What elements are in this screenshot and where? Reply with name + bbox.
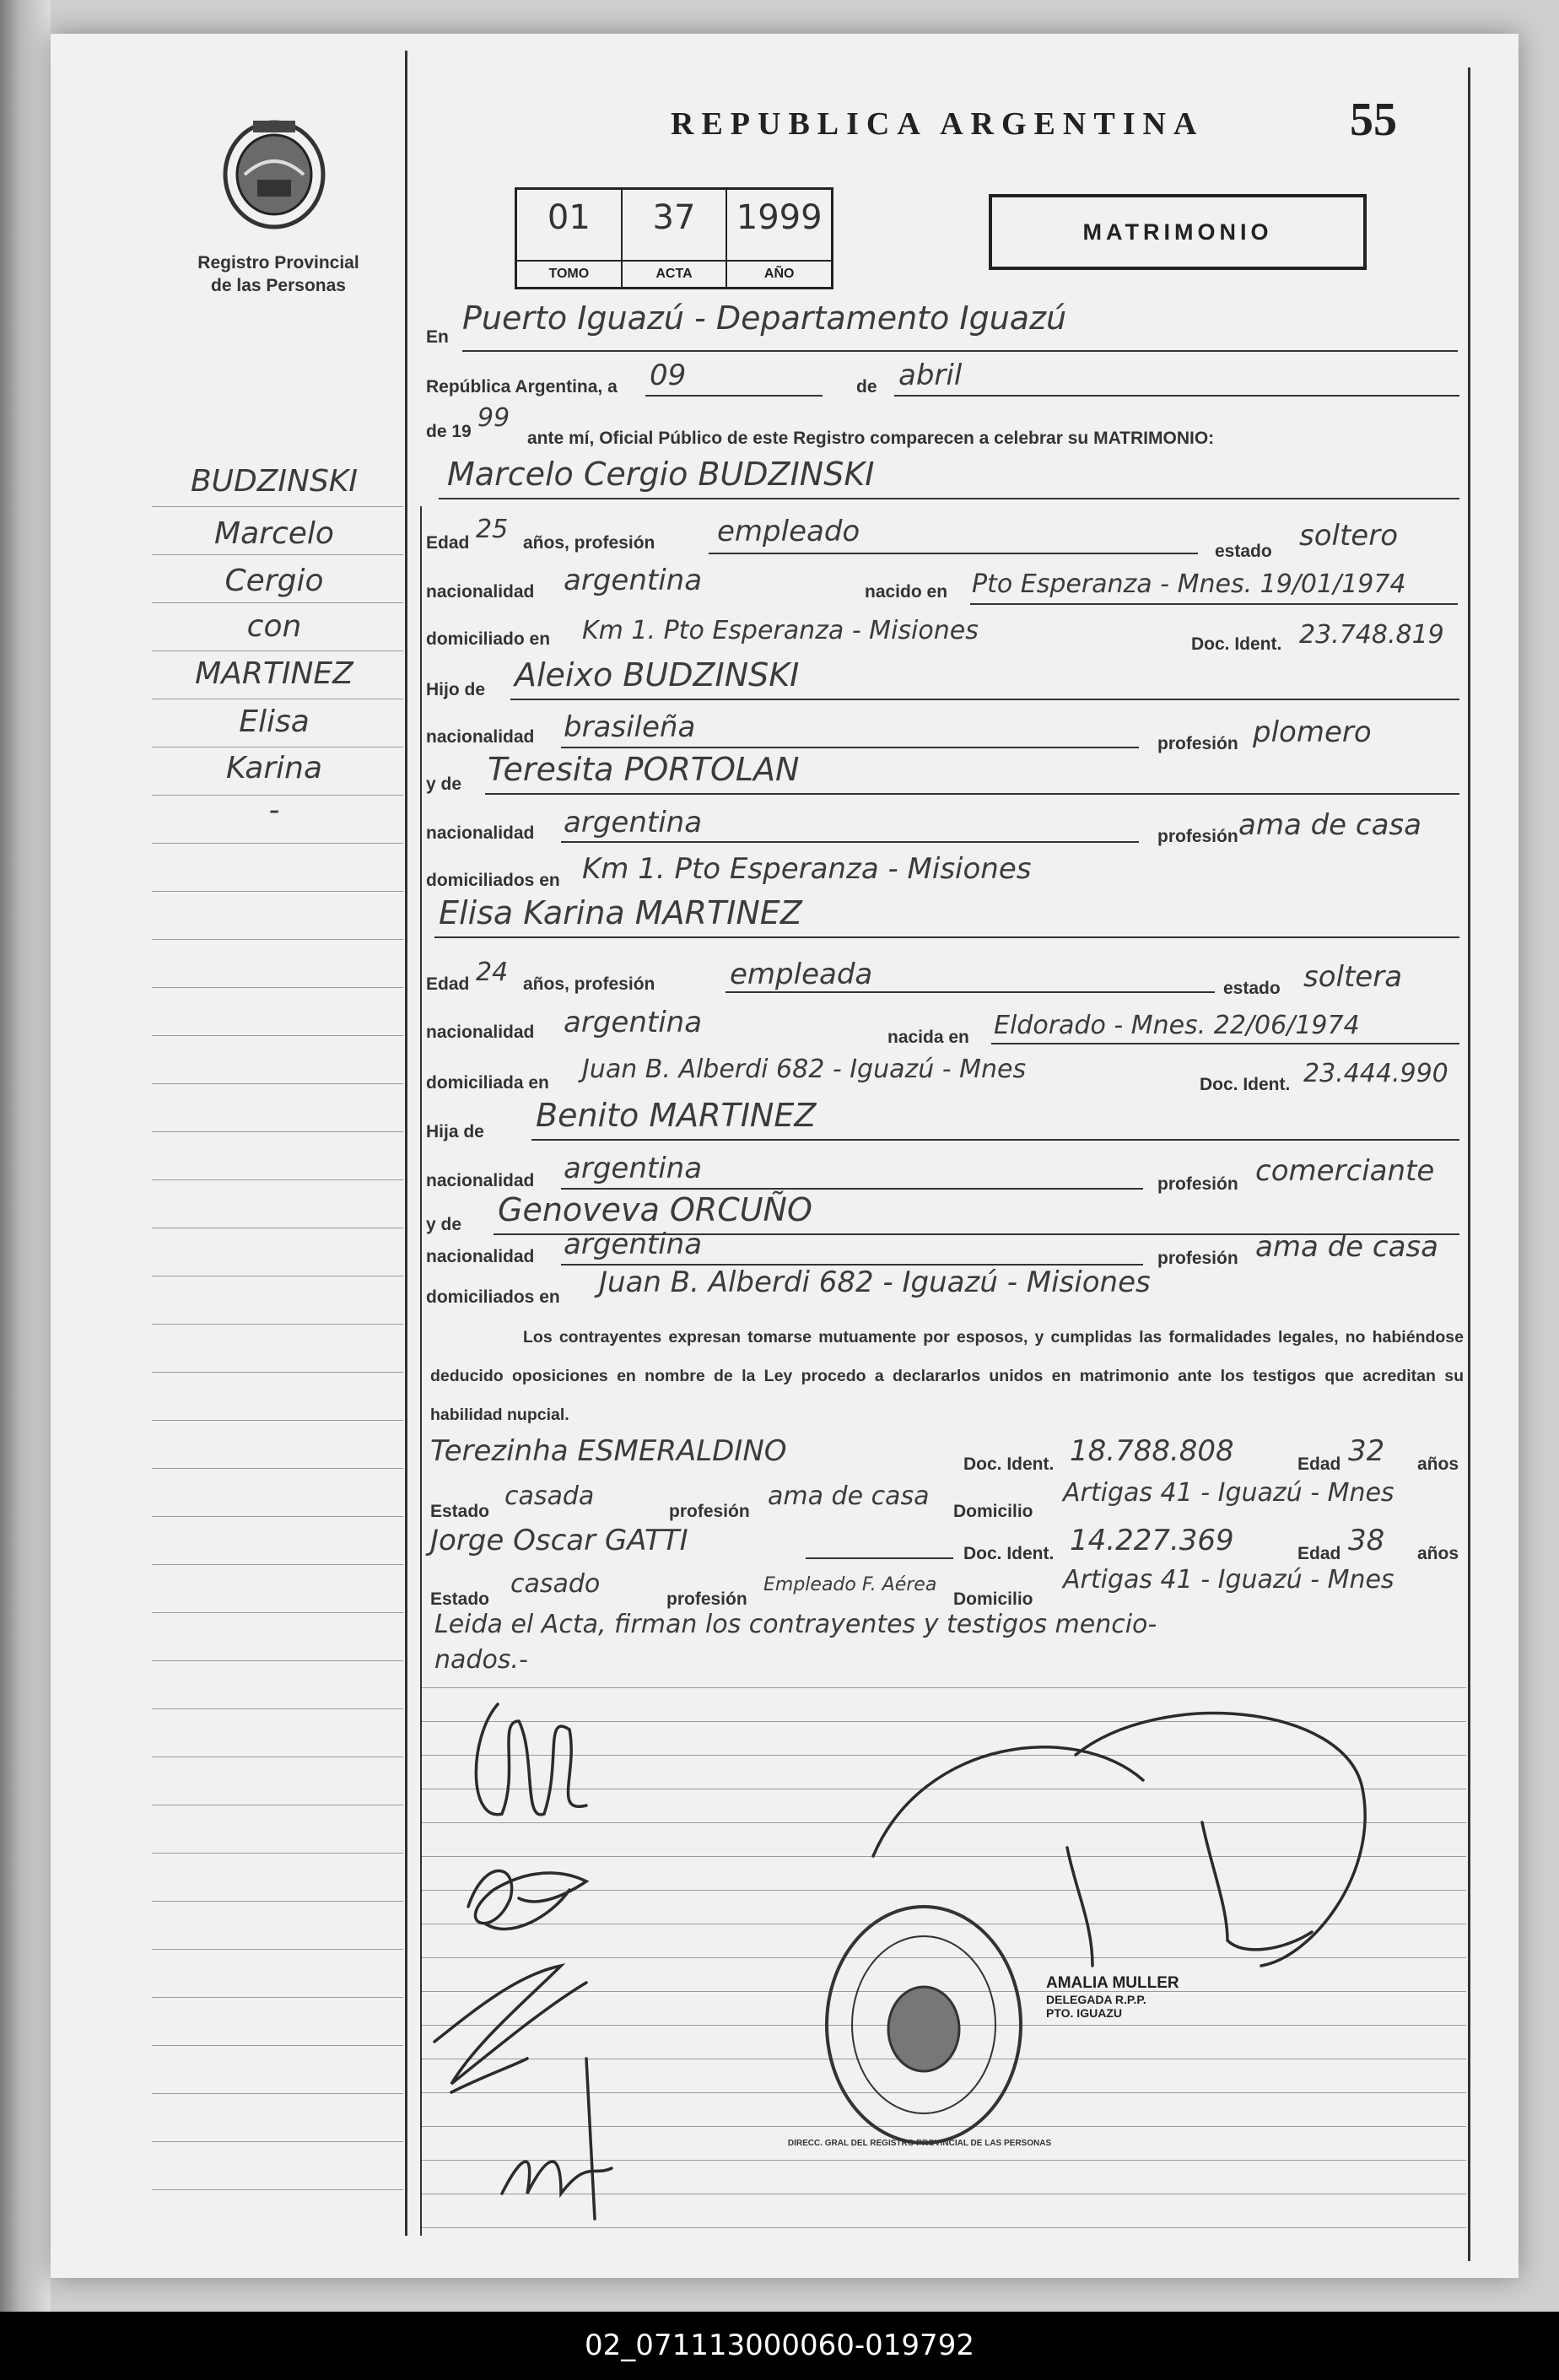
round-stamp bbox=[827, 1907, 1021, 2143]
bride-full-name: Elisa Karina MARTINEZ bbox=[439, 894, 802, 931]
witness2-domicilio-label: Domicilio bbox=[953, 1589, 1033, 1609]
groom-mother-line bbox=[485, 793, 1459, 795]
margin-given-2b: Karina bbox=[225, 751, 323, 785]
witness2-name-line bbox=[806, 1557, 953, 1559]
margin-ruled-line bbox=[152, 891, 403, 892]
margin-ruled-line bbox=[152, 1853, 403, 1854]
witness2-profesion-label: profesión bbox=[666, 1589, 747, 1609]
bride-profesion-line bbox=[726, 991, 1215, 993]
place-line bbox=[462, 350, 1458, 352]
groom-nacido-label: nacido en bbox=[865, 582, 948, 602]
groom-mother-nac-label: nacionalidad bbox=[426, 823, 535, 843]
witness1-edad: 32 bbox=[1348, 1434, 1385, 1468]
closing-line-1: Leida el Acta, firman los contrayentes y testigos mencio- bbox=[434, 1610, 1157, 1639]
margin-divider-line bbox=[405, 51, 407, 2236]
margin-ruled-line bbox=[152, 1516, 403, 1517]
witness1-domicilio-label: Domicilio bbox=[953, 1502, 1033, 1521]
groom-nacionalidad: argentina bbox=[564, 564, 703, 597]
bride-father-nac-label: nacionalidad bbox=[426, 1171, 535, 1190]
bride-doc: 23.444.990 bbox=[1303, 1059, 1448, 1088]
margin-ruled-line bbox=[152, 1997, 403, 1998]
groom-dom-label: domiciliado en bbox=[426, 629, 551, 649]
groom-mother-nac-line bbox=[561, 841, 1139, 843]
groom-mother: Teresita PORTOLAN bbox=[488, 751, 800, 788]
groom-father-nac-label: nacionalidad bbox=[426, 727, 535, 747]
content-right-line bbox=[1468, 67, 1470, 2261]
margin-ruled-line bbox=[152, 1708, 403, 1709]
signature-bride bbox=[468, 1871, 586, 1929]
margin-ruled-line bbox=[152, 1083, 403, 1084]
bride-mother-prof-label: profesión bbox=[1157, 1249, 1238, 1268]
tomo-cell bbox=[517, 190, 623, 287]
statement: ante mí, Oficial Público de este Registro comparecen a celebrar su MATRIMONIO: bbox=[527, 429, 1215, 448]
record-number-box bbox=[515, 187, 833, 289]
official-stamp-outline bbox=[873, 1747, 1143, 1856]
groom-father-line bbox=[510, 699, 1459, 700]
witness1-edad-label: Edad bbox=[1297, 1454, 1341, 1474]
bride-profesion: empleada bbox=[730, 958, 873, 991]
bride-father-prof-label: profesión bbox=[1157, 1174, 1238, 1194]
bride-anos-profesion-label: años, profesión bbox=[523, 974, 655, 994]
footer-filename: 02_071113000060-019792 bbox=[585, 2329, 974, 2362]
groom-edad: 25 bbox=[476, 515, 509, 544]
margin-ruled-line bbox=[152, 2093, 403, 2094]
margin-ruled-line bbox=[152, 1131, 403, 1132]
en-label: En bbox=[426, 327, 449, 347]
witness1-name: Terezinha ESMERALDINO bbox=[430, 1434, 787, 1468]
margin-ruled-line bbox=[152, 1420, 403, 1421]
margin-ruled-line bbox=[152, 1949, 403, 1950]
margin-ruled-line bbox=[152, 1564, 403, 1565]
bride-nacida-label: nacida en bbox=[887, 1028, 969, 1047]
groom-nacido: Pto Esperanza - Mnes. 19/01/1974 bbox=[972, 569, 1406, 599]
signature-witness2 bbox=[502, 2059, 612, 2219]
anio-cell bbox=[727, 190, 831, 287]
signatures bbox=[418, 1687, 1468, 2236]
official-name: AMALIA MULLER bbox=[1046, 1974, 1179, 1992]
bride-father-prof: comerciante bbox=[1255, 1154, 1435, 1188]
bride-mother-nac-label: nacionalidad bbox=[426, 1247, 535, 1266]
round-stamp-text: DIRECC. GRAL DEL REGISTRO PROVINCIAL DE LAS PERSONAS bbox=[787, 2139, 1052, 2148]
margin-ruled-line bbox=[152, 554, 403, 555]
groom-mother-prof: ama de casa bbox=[1238, 808, 1421, 842]
closing-line-2: nados.- bbox=[434, 1645, 528, 1675]
groom-estado-label: estado bbox=[1215, 542, 1272, 561]
bride-doc-label: Doc. Ident. bbox=[1200, 1075, 1291, 1094]
margin-ruled-line bbox=[152, 1372, 403, 1373]
groom-profesion-line bbox=[709, 553, 1198, 554]
witness2-anos-label: años bbox=[1417, 1544, 1459, 1563]
book-binding bbox=[0, 0, 51, 2312]
bride-parents-dom-label: domiciliados en bbox=[426, 1287, 560, 1307]
signature-witness1 bbox=[434, 1966, 586, 2092]
margin-ruled-line bbox=[152, 843, 403, 844]
margin-ruled-line bbox=[152, 2045, 403, 2046]
groom-father-prof: plomero bbox=[1253, 715, 1372, 749]
signature-official bbox=[1067, 1713, 1365, 1966]
margin-ruled-line bbox=[152, 1901, 403, 1902]
bride-father: Benito MARTINEZ bbox=[536, 1097, 817, 1134]
witness1-estado-label: Estado bbox=[430, 1502, 490, 1521]
margin-ruled-line bbox=[152, 506, 403, 507]
anio-label: AÑO bbox=[727, 260, 831, 287]
groom-name-line bbox=[439, 498, 1459, 499]
groom-hijo-label: Hijo de bbox=[426, 680, 486, 699]
bride-father-nac-line bbox=[561, 1188, 1143, 1190]
bride-domicilio: Juan B. Alberdi 682 - Iguazú - Mnes bbox=[582, 1055, 1027, 1084]
groom-parents-dom: Km 1. Pto Esperanza - Misiones bbox=[582, 852, 1032, 886]
witness2-doc: 14.227.369 bbox=[1070, 1524, 1234, 1557]
witness1-profesion: ama de casa bbox=[768, 1481, 930, 1511]
margin-connector: con bbox=[246, 609, 302, 644]
groom-nacido-line bbox=[970, 603, 1458, 605]
groom-father-nac-line bbox=[561, 747, 1139, 748]
groom-profesion: empleado bbox=[717, 515, 860, 548]
margin-ruled-line bbox=[152, 1324, 403, 1325]
year-suffix: 99 bbox=[477, 403, 510, 433]
margin-ruled-line bbox=[152, 1612, 403, 1613]
margin-ruled-line bbox=[152, 987, 403, 988]
groom-doc: 23.748.819 bbox=[1299, 620, 1444, 650]
witness2-estado-label: Estado bbox=[430, 1589, 490, 1609]
margin-ruled-line bbox=[152, 939, 403, 940]
groom-mother-prof-label: profesión bbox=[1157, 827, 1238, 846]
acta-cell bbox=[623, 190, 728, 287]
day-line bbox=[645, 395, 823, 397]
provincial-seal-icon bbox=[219, 114, 329, 232]
bride-nacida-line bbox=[991, 1043, 1459, 1044]
margin-given-2a: Elisa bbox=[239, 704, 310, 739]
acta-label: ACTA bbox=[623, 260, 726, 287]
witness2-estado: casado bbox=[510, 1569, 601, 1599]
bride-mother: Genoveva ORCUÑO bbox=[498, 1191, 812, 1228]
margin-ruled-line bbox=[152, 2189, 403, 2190]
month-value: abril bbox=[898, 359, 963, 392]
official-location: PTO. IGUAZU bbox=[1046, 2006, 1122, 2020]
margin-given-1a: Marcelo bbox=[214, 516, 334, 551]
country-heading: REPUBLICA ARGENTINA bbox=[671, 106, 1205, 142]
witness2-edad: 38 bbox=[1348, 1524, 1385, 1557]
bride-nacionalidad: argentina bbox=[564, 1006, 703, 1039]
bride-edad-label: Edad bbox=[426, 974, 470, 994]
bride-name-line bbox=[434, 936, 1459, 938]
groom-father-nac: brasileña bbox=[564, 710, 696, 744]
witness2-profesion: Empleado F. Aérea bbox=[763, 1574, 937, 1595]
registry-label-line1: Registro Provincial bbox=[197, 253, 359, 273]
acta-value: 37 bbox=[652, 198, 696, 237]
bride-parents-dom: Juan B. Alberdi 682 - Iguazú - Misiones bbox=[599, 1266, 1151, 1299]
month-line bbox=[894, 395, 1459, 397]
official-stamp bbox=[1046, 1974, 1179, 2020]
witness2-name: Jorge Oscar GATTI bbox=[430, 1524, 688, 1557]
groom-y-de-label: y de bbox=[426, 774, 462, 794]
margin-given-1b: Cergio bbox=[224, 564, 324, 598]
de-label: de bbox=[856, 377, 877, 397]
signature-groom bbox=[476, 1704, 586, 1815]
groom-mother-nac: argentina bbox=[564, 806, 703, 839]
margin-ruled-line bbox=[152, 1660, 403, 1661]
bride-father-line bbox=[531, 1139, 1459, 1141]
witness2-doc-label: Doc. Ident. bbox=[963, 1544, 1055, 1563]
tomo-label: TOMO bbox=[517, 260, 621, 287]
groom-parents-dom-label: domiciliados en bbox=[426, 871, 560, 890]
anio-value: 1999 bbox=[736, 198, 823, 237]
bride-mother-prof: ama de casa bbox=[1255, 1230, 1438, 1264]
groom-anos-profesion-label: años, profesión bbox=[523, 533, 655, 553]
groom-nac-label: nacionalidad bbox=[426, 582, 535, 602]
groom-doc-label: Doc. Ident. bbox=[1191, 634, 1282, 654]
groom-edad-label: Edad bbox=[426, 533, 470, 553]
bride-y-de-label: y de bbox=[426, 1215, 462, 1234]
witness1-doc: 18.788.808 bbox=[1070, 1434, 1234, 1468]
bride-dom-label: domiciliada en bbox=[426, 1073, 549, 1093]
witness1-domicilio: Artigas 41 - Iguazú - Mnes bbox=[1063, 1478, 1394, 1508]
margin-surname-2: MARTINEZ bbox=[195, 656, 353, 691]
bride-nacida: Eldorado - Mnes. 22/06/1974 bbox=[994, 1011, 1360, 1040]
page-number: 55 bbox=[1350, 94, 1397, 146]
groom-father-prof-label: profesión bbox=[1157, 734, 1238, 753]
witness1-anos-label: años bbox=[1417, 1454, 1459, 1474]
margin-ruled-line bbox=[152, 602, 403, 603]
declaration-text: Los contrayentes expresan tomarse mutuamente por esposos, y cumplidas las formalidades legales, no habiéndose deducido oposiciones en nombre de la Ley procedo a declararlos unidos en matrimonio ante los testigos que acreditan su habilidad nupcial. bbox=[430, 1328, 1464, 1424]
margin-ruled-line bbox=[152, 650, 403, 651]
witness2-domicilio: Artigas 41 - Iguazú - Mnes bbox=[1063, 1565, 1394, 1595]
margin-dash: - bbox=[268, 793, 280, 828]
margin-ruled-line bbox=[152, 1035, 403, 1036]
margin-ruled-line bbox=[152, 2141, 403, 2142]
day-value: 09 bbox=[650, 359, 687, 392]
place-value: Puerto Iguazú - Departamento Iguazú bbox=[462, 300, 1067, 337]
groom-father: Aleixo BUDZINSKI bbox=[515, 656, 800, 693]
witness1-estado: casada bbox=[504, 1481, 595, 1511]
republica-label: República Argentina, a bbox=[426, 377, 618, 397]
bride-edad: 24 bbox=[476, 958, 509, 987]
year-prefix: de 19 bbox=[426, 422, 472, 441]
tomo-value: 01 bbox=[547, 198, 591, 237]
bride-father-nac: argentina bbox=[564, 1152, 703, 1185]
margin-surname-1: BUDZINSKI bbox=[190, 464, 359, 499]
margin-ruled-line bbox=[152, 1179, 403, 1180]
registry-label bbox=[169, 251, 388, 297]
bride-hija-label: Hija de bbox=[426, 1122, 484, 1141]
bride-mother-nac: argentina bbox=[564, 1228, 703, 1261]
official-title: DELEGADA R.P.P. bbox=[1046, 1993, 1146, 2006]
bride-estado-label: estado bbox=[1223, 979, 1281, 998]
witness1-doc-label: Doc. Ident. bbox=[963, 1454, 1055, 1474]
witness1-profesion-label: profesión bbox=[669, 1502, 750, 1521]
groom-domicilio: Km 1. Pto Esperanza - Misiones bbox=[582, 616, 979, 645]
registry-label-line2: de las Personas bbox=[211, 276, 346, 295]
bride-nac-label: nacionalidad bbox=[426, 1023, 535, 1042]
witness2-edad-label: Edad bbox=[1297, 1544, 1341, 1563]
bride-estado: soltera bbox=[1303, 960, 1403, 994]
margin-ruled-line bbox=[152, 1468, 403, 1469]
groom-full-name: Marcelo Cergio BUDZINSKI bbox=[447, 456, 875, 493]
groom-estado: soltero bbox=[1299, 519, 1398, 553]
document-type-box: MATRIMONIO bbox=[989, 194, 1367, 270]
